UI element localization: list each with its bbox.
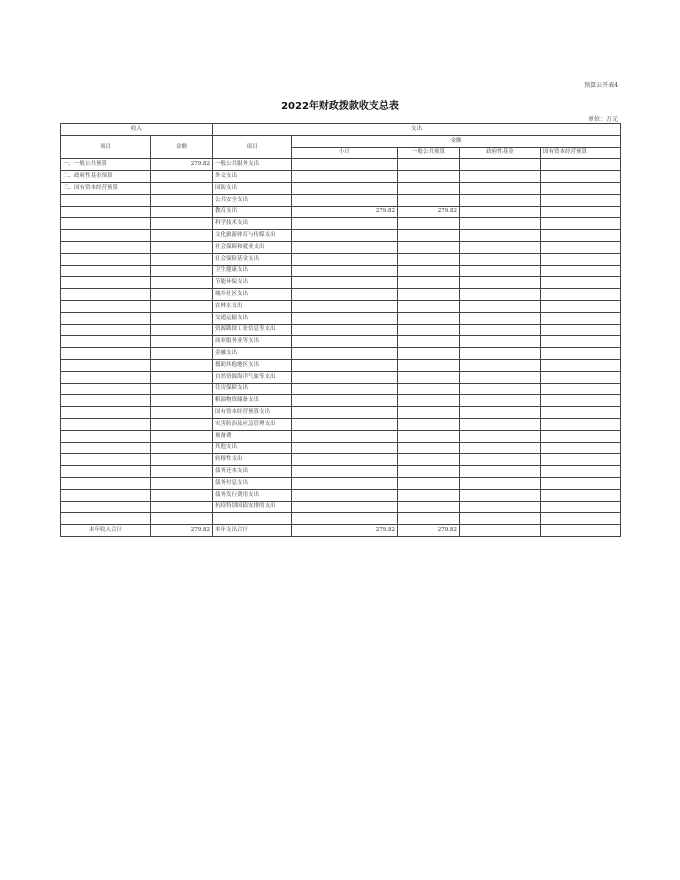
general-budget-cell bbox=[398, 348, 460, 360]
table-row bbox=[61, 348, 621, 360]
expense-amount-header: 金额 bbox=[292, 135, 621, 147]
table-row bbox=[61, 336, 621, 348]
subtotal-header: 小计 bbox=[292, 147, 398, 159]
subtotal-cell bbox=[292, 501, 398, 513]
subtotal-cell bbox=[292, 324, 398, 336]
general-budget-cell bbox=[398, 395, 460, 407]
state-capital-cell bbox=[541, 194, 621, 206]
expense-item-cell: 一般公共服务支出 bbox=[213, 159, 292, 171]
income-item-cell bbox=[61, 371, 151, 383]
income-item-cell bbox=[61, 383, 151, 395]
table-row bbox=[61, 253, 621, 265]
income-amount-cell bbox=[151, 430, 213, 442]
income-item-cell bbox=[61, 324, 151, 336]
income-amount-header: 金额 bbox=[151, 135, 213, 159]
expense-item-cell: 节能环保支出 bbox=[213, 277, 292, 289]
subtotal-cell bbox=[292, 312, 398, 324]
gov-fund-cell bbox=[460, 371, 541, 383]
table-row bbox=[61, 418, 621, 430]
gov-fund-cell bbox=[460, 466, 541, 478]
income-total-label: 本年收入合计 bbox=[61, 525, 151, 537]
income-amount-cell bbox=[151, 348, 213, 360]
state-capital-cell bbox=[541, 312, 621, 324]
income-item-cell bbox=[61, 241, 151, 253]
table-row bbox=[61, 501, 621, 513]
state-capital-cell bbox=[541, 454, 621, 466]
table-row bbox=[61, 359, 621, 371]
income-amount-cell bbox=[151, 371, 213, 383]
income-amount-cell bbox=[151, 253, 213, 265]
expense-item-cell: 金融支出 bbox=[213, 348, 292, 360]
general-budget-cell bbox=[398, 230, 460, 242]
income-amount-cell bbox=[151, 383, 213, 395]
gov-fund-cell bbox=[460, 489, 541, 501]
income-item-cell bbox=[61, 300, 151, 312]
form-number: 预算公开表4 bbox=[584, 82, 618, 89]
table-row bbox=[61, 383, 621, 395]
gov-fund-cell bbox=[460, 253, 541, 265]
gov-fund-cell bbox=[460, 442, 541, 454]
table-row bbox=[61, 371, 621, 383]
state-capital-cell bbox=[541, 230, 621, 242]
subtotal-cell bbox=[292, 489, 398, 501]
unit-label: 单位：万元 bbox=[587, 116, 618, 123]
income-item-cell bbox=[61, 206, 151, 218]
state-capital-cell bbox=[541, 206, 621, 218]
expense-item-cell: 债务还本支出 bbox=[213, 466, 292, 478]
income-amount-cell bbox=[151, 241, 213, 253]
income-item-cell bbox=[61, 194, 151, 206]
income-item-cell bbox=[61, 442, 151, 454]
income-item-cell: 二、政府性基金预算 bbox=[61, 171, 151, 183]
table-row bbox=[61, 407, 621, 419]
general-budget-cell bbox=[398, 218, 460, 230]
gov-fund-cell bbox=[460, 348, 541, 360]
subtotal-cell bbox=[292, 289, 398, 301]
table-row bbox=[61, 230, 621, 242]
gov-fund-header: 政府性基金 bbox=[460, 147, 541, 159]
expense-item-cell: 文化旅游体育与传媒支出 bbox=[213, 230, 292, 242]
table-row bbox=[61, 159, 621, 171]
general-budget-cell bbox=[398, 265, 460, 277]
income-amount-cell bbox=[151, 218, 213, 230]
state-capital-cell bbox=[541, 289, 621, 301]
subtotal-cell bbox=[292, 371, 398, 383]
income-item-cell bbox=[61, 348, 151, 360]
subtotal-cell bbox=[292, 395, 398, 407]
expense-item-cell: 预备费 bbox=[213, 430, 292, 442]
income-item-cell bbox=[61, 395, 151, 407]
general-budget-cell bbox=[398, 336, 460, 348]
income-amount-cell bbox=[151, 265, 213, 277]
income-item-cell bbox=[61, 289, 151, 301]
expense-item-cell: 抗疫特别国债安排的支出 bbox=[213, 501, 292, 513]
gov-fund-cell bbox=[460, 230, 541, 242]
income-item-cell bbox=[61, 359, 151, 371]
general-budget-cell bbox=[398, 383, 460, 395]
state-capital-cell bbox=[541, 265, 621, 277]
expense-total-subtotal: 279.82 bbox=[292, 525, 398, 537]
income-item-cell bbox=[61, 513, 151, 525]
expense-item-cell: 商业服务业等支出 bbox=[213, 336, 292, 348]
table-row bbox=[61, 289, 621, 301]
expense-total-general: 279.82 bbox=[398, 525, 460, 537]
state-capital-cell bbox=[541, 466, 621, 478]
general-budget-cell bbox=[398, 324, 460, 336]
subtotal-cell bbox=[292, 277, 398, 289]
gov-fund-cell bbox=[460, 171, 541, 183]
gov-fund-cell bbox=[460, 159, 541, 171]
subtotal-cell bbox=[292, 194, 398, 206]
general-budget-cell bbox=[398, 513, 460, 525]
expense-header: 支出 bbox=[213, 124, 621, 136]
income-item-header: 项目 bbox=[61, 135, 151, 159]
income-item-cell bbox=[61, 477, 151, 489]
state-capital-cell bbox=[541, 477, 621, 489]
state-capital-cell bbox=[541, 218, 621, 230]
gov-fund-cell bbox=[460, 241, 541, 253]
document-title: 2022年财政拨款收支总表 bbox=[281, 101, 399, 112]
expense-item-cell: 资源勘探工业信息等支出 bbox=[213, 324, 292, 336]
expense-item-cell: 灾害防治及应急管理支出 bbox=[213, 418, 292, 430]
subtotal-cell bbox=[292, 418, 398, 430]
expense-item-cell: 社会保障和就业支出 bbox=[213, 241, 292, 253]
table-row bbox=[61, 218, 621, 230]
expense-item-cell: 粮油物资储备支出 bbox=[213, 395, 292, 407]
income-amount-cell bbox=[151, 418, 213, 430]
state-capital-cell bbox=[541, 253, 621, 265]
income-amount-cell bbox=[151, 206, 213, 218]
table-row bbox=[61, 477, 621, 489]
state-capital-cell bbox=[541, 407, 621, 419]
income-item-cell bbox=[61, 466, 151, 478]
subtotal-cell bbox=[292, 182, 398, 194]
income-item-cell bbox=[61, 312, 151, 324]
income-item-cell bbox=[61, 253, 151, 265]
state-capital-cell bbox=[541, 300, 621, 312]
state-capital-cell bbox=[541, 395, 621, 407]
table-body bbox=[61, 159, 621, 525]
state-capital-cell bbox=[541, 359, 621, 371]
state-capital-cell bbox=[541, 501, 621, 513]
income-amount-cell bbox=[151, 501, 213, 513]
gov-fund-cell bbox=[460, 336, 541, 348]
subtotal-cell bbox=[292, 407, 398, 419]
expense-item-cell: 城乡社区支出 bbox=[213, 289, 292, 301]
income-amount-cell bbox=[151, 466, 213, 478]
income-header: 收入 bbox=[61, 124, 213, 136]
state-capital-cell bbox=[541, 277, 621, 289]
expense-item-cell: 公共安全支出 bbox=[213, 194, 292, 206]
income-item-cell bbox=[61, 265, 151, 277]
state-capital-header: 国有资本经营预算 bbox=[541, 147, 621, 159]
income-amount-cell bbox=[151, 171, 213, 183]
income-item-cell bbox=[61, 336, 151, 348]
expense-item-cell: 其他支出 bbox=[213, 442, 292, 454]
general-budget-header: 一般公共预算 bbox=[398, 147, 460, 159]
income-amount-cell bbox=[151, 312, 213, 324]
general-budget-cell bbox=[398, 489, 460, 501]
expense-total-label: 本年支出合计 bbox=[213, 525, 292, 537]
state-capital-cell bbox=[541, 182, 621, 194]
gov-fund-cell bbox=[460, 289, 541, 301]
expense-item-cell: 科学技术支出 bbox=[213, 218, 292, 230]
gov-fund-cell bbox=[460, 418, 541, 430]
expense-item-cell: 债务付息支出 bbox=[213, 477, 292, 489]
subtotal-cell bbox=[292, 218, 398, 230]
gov-fund-cell bbox=[460, 194, 541, 206]
expense-item-cell: 援助其他地区支出 bbox=[213, 359, 292, 371]
state-capital-cell bbox=[541, 159, 621, 171]
subtotal-cell bbox=[292, 477, 398, 489]
state-capital-cell bbox=[541, 442, 621, 454]
state-capital-cell bbox=[541, 324, 621, 336]
general-budget-cell bbox=[398, 159, 460, 171]
general-budget-cell bbox=[398, 407, 460, 419]
subtotal-cell bbox=[292, 383, 398, 395]
state-capital-cell bbox=[541, 348, 621, 360]
income-amount-cell bbox=[151, 513, 213, 525]
table-row bbox=[61, 241, 621, 253]
subtotal-cell bbox=[292, 348, 398, 360]
general-budget-cell bbox=[398, 289, 460, 301]
general-budget-cell bbox=[398, 300, 460, 312]
income-amount-cell bbox=[151, 477, 213, 489]
expense-item-cell: 农林水支出 bbox=[213, 300, 292, 312]
gov-fund-cell bbox=[460, 430, 541, 442]
income-amount-cell bbox=[151, 300, 213, 312]
expense-item-cell: 卫生健康支出 bbox=[213, 265, 292, 277]
table-row bbox=[61, 442, 621, 454]
table-row bbox=[61, 395, 621, 407]
income-item-cell bbox=[61, 430, 151, 442]
expense-item-cell: 教育支出 bbox=[213, 206, 292, 218]
gov-fund-cell bbox=[460, 324, 541, 336]
table-row bbox=[61, 171, 621, 183]
general-budget-cell bbox=[398, 430, 460, 442]
income-amount-cell bbox=[151, 454, 213, 466]
table-row bbox=[61, 182, 621, 194]
subtotal-cell bbox=[292, 300, 398, 312]
gov-fund-cell bbox=[460, 513, 541, 525]
state-capital-cell bbox=[541, 489, 621, 501]
income-amount-cell bbox=[151, 182, 213, 194]
income-amount-cell: 279.82 bbox=[151, 159, 213, 171]
expense-item-cell: 住房保障支出 bbox=[213, 383, 292, 395]
gov-fund-cell bbox=[460, 477, 541, 489]
subtotal-cell bbox=[292, 466, 398, 478]
expense-item-cell: 交通运输支出 bbox=[213, 312, 292, 324]
income-item-cell: 一、一般公共预算 bbox=[61, 159, 151, 171]
gov-fund-cell bbox=[460, 300, 541, 312]
income-item-cell: 三、国有资本经营预算 bbox=[61, 182, 151, 194]
income-item-cell bbox=[61, 230, 151, 242]
income-item-cell bbox=[61, 454, 151, 466]
income-amount-cell bbox=[151, 442, 213, 454]
expense-item-cell: 外交支出 bbox=[213, 171, 292, 183]
gov-fund-cell bbox=[460, 218, 541, 230]
expense-total-capital bbox=[541, 525, 621, 537]
subtotal-cell bbox=[292, 171, 398, 183]
revenue-expenditure-table bbox=[60, 123, 621, 537]
subtotal-cell bbox=[292, 159, 398, 171]
gov-fund-cell bbox=[460, 454, 541, 466]
income-amount-cell bbox=[151, 336, 213, 348]
table-row bbox=[61, 194, 621, 206]
income-amount-cell bbox=[151, 489, 213, 501]
subtotal-cell bbox=[292, 241, 398, 253]
expense-item-cell: 国有资本经营预算支出 bbox=[213, 407, 292, 419]
subtotal-cell bbox=[292, 336, 398, 348]
general-budget-cell bbox=[398, 241, 460, 253]
subtotal-cell bbox=[292, 253, 398, 265]
subtotal-cell bbox=[292, 230, 398, 242]
table-row bbox=[61, 454, 621, 466]
general-budget-cell bbox=[398, 477, 460, 489]
table-row bbox=[61, 300, 621, 312]
table-row bbox=[61, 324, 621, 336]
gov-fund-cell bbox=[460, 312, 541, 324]
gov-fund-cell bbox=[460, 206, 541, 218]
totals-row bbox=[61, 525, 621, 537]
subtotal-cell bbox=[292, 430, 398, 442]
income-amount-cell bbox=[151, 359, 213, 371]
general-budget-cell bbox=[398, 466, 460, 478]
expense-item-cell: 债务发行费用支出 bbox=[213, 489, 292, 501]
income-item-cell bbox=[61, 489, 151, 501]
gov-fund-cell bbox=[460, 277, 541, 289]
table-row bbox=[61, 466, 621, 478]
income-item-cell bbox=[61, 501, 151, 513]
table-row bbox=[61, 312, 621, 324]
general-budget-cell bbox=[398, 501, 460, 513]
subtotal-cell bbox=[292, 454, 398, 466]
table-row bbox=[61, 513, 621, 525]
general-budget-cell bbox=[398, 371, 460, 383]
table-row bbox=[61, 206, 621, 218]
state-capital-cell bbox=[541, 418, 621, 430]
expense-item-cell: 社会保险基金支出 bbox=[213, 253, 292, 265]
subtotal-cell bbox=[292, 442, 398, 454]
subtotal-cell bbox=[292, 359, 398, 371]
income-amount-cell bbox=[151, 407, 213, 419]
gov-fund-cell bbox=[460, 407, 541, 419]
general-budget-cell bbox=[398, 418, 460, 430]
expense-item-cell: 自然资源海洋气象等支出 bbox=[213, 371, 292, 383]
state-capital-cell bbox=[541, 430, 621, 442]
gov-fund-cell bbox=[460, 501, 541, 513]
expense-item-cell bbox=[213, 513, 292, 525]
general-budget-cell bbox=[398, 277, 460, 289]
state-capital-cell bbox=[541, 513, 621, 525]
income-amount-cell bbox=[151, 277, 213, 289]
income-amount-cell bbox=[151, 230, 213, 242]
income-amount-cell bbox=[151, 324, 213, 336]
general-budget-cell bbox=[398, 182, 460, 194]
table-row bbox=[61, 265, 621, 277]
general-budget-cell bbox=[398, 454, 460, 466]
income-amount-cell bbox=[151, 395, 213, 407]
general-budget-cell bbox=[398, 171, 460, 183]
state-capital-cell bbox=[541, 371, 621, 383]
table-row bbox=[61, 277, 621, 289]
subtotal-cell: 279.82 bbox=[292, 206, 398, 218]
subtotal-cell bbox=[292, 513, 398, 525]
gov-fund-cell bbox=[460, 182, 541, 194]
gov-fund-cell bbox=[460, 359, 541, 371]
general-budget-cell bbox=[398, 312, 460, 324]
income-amount-cell bbox=[151, 289, 213, 301]
income-item-cell bbox=[61, 407, 151, 419]
state-capital-cell bbox=[541, 383, 621, 395]
income-total-amount: 279.82 bbox=[151, 525, 213, 537]
gov-fund-cell bbox=[460, 265, 541, 277]
expense-item-cell: 国防支出 bbox=[213, 182, 292, 194]
state-capital-cell bbox=[541, 171, 621, 183]
general-budget-cell bbox=[398, 442, 460, 454]
expense-item-cell: 转移性支出 bbox=[213, 454, 292, 466]
table-row bbox=[61, 430, 621, 442]
income-item-cell bbox=[61, 277, 151, 289]
income-item-cell bbox=[61, 418, 151, 430]
general-budget-cell bbox=[398, 359, 460, 371]
income-item-cell bbox=[61, 218, 151, 230]
subtotal-cell bbox=[292, 265, 398, 277]
general-budget-cell bbox=[398, 253, 460, 265]
income-amount-cell bbox=[151, 194, 213, 206]
gov-fund-cell bbox=[460, 383, 541, 395]
general-budget-cell: 279.82 bbox=[398, 206, 460, 218]
state-capital-cell bbox=[541, 241, 621, 253]
gov-fund-cell bbox=[460, 395, 541, 407]
general-budget-cell bbox=[398, 194, 460, 206]
state-capital-cell bbox=[541, 336, 621, 348]
table-row bbox=[61, 489, 621, 501]
expense-total-fund bbox=[460, 525, 541, 537]
expense-item-header: 项目 bbox=[213, 135, 292, 159]
